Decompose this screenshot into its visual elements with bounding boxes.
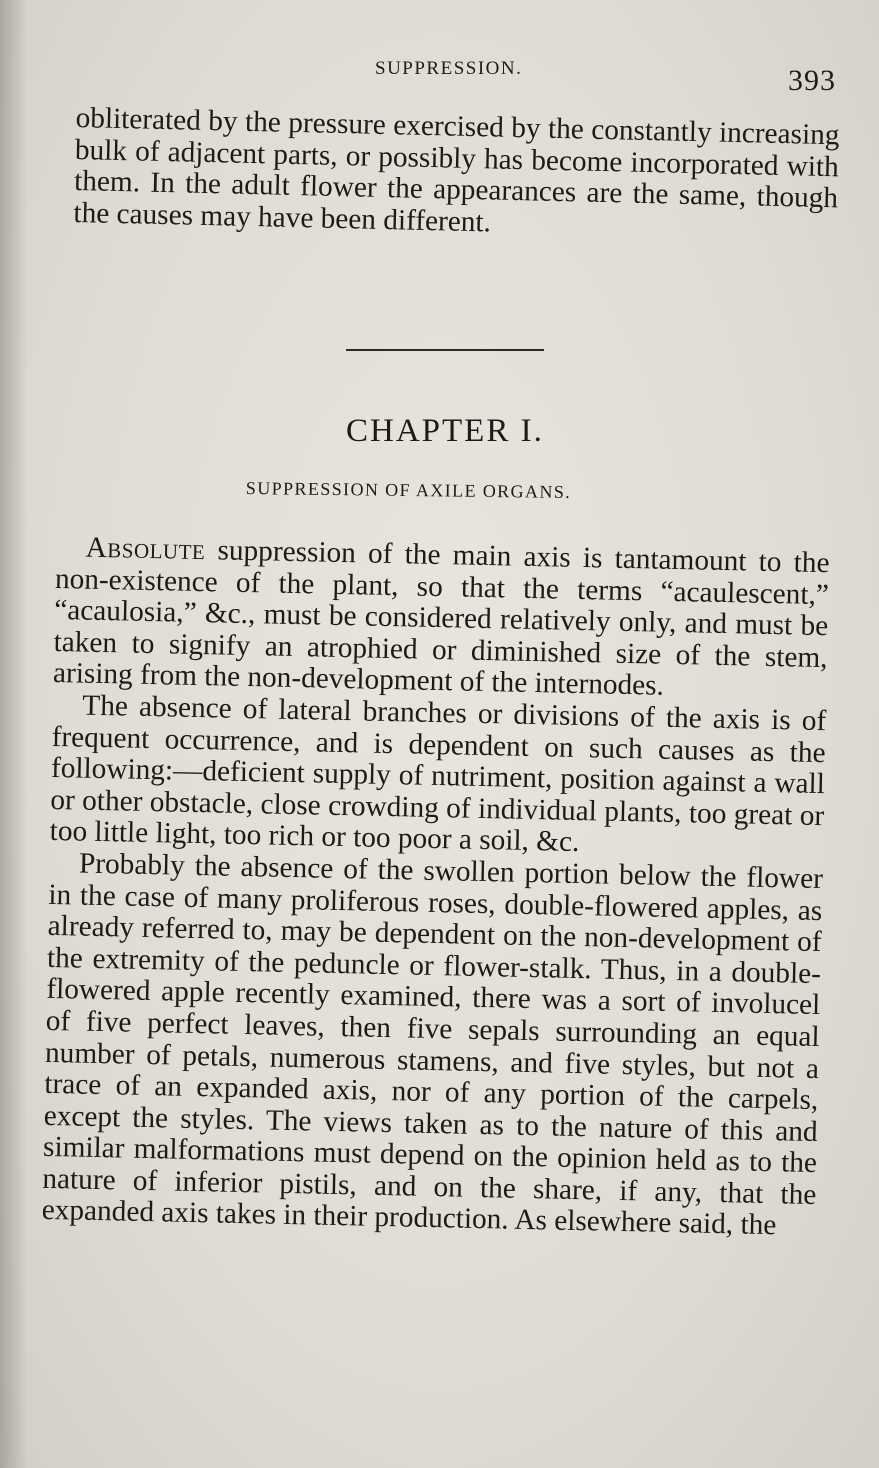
continued-paragraph: [73, 103, 840, 247]
chapter-body: [41, 532, 829, 1243]
paragraph: [53, 532, 830, 706]
paragraph-text: The absence of lateral branches or divisions of the axis is of frequent occurrence, and is dependent on such causes as the following:—deficient supply of nutriment, position against a wall or other obstacle, close crowding of individual plants, too great or too little light, too rich or too poor a soil, &c.: [49, 689, 827, 859]
section-divider: [346, 349, 544, 351]
paragraph-text: Probably the absence of the swollen portion below the flower in the case of many proliferous roses, double-flowered apples, as already referred to, may be dependent on the non-development of the extremity of the peduncle or flower-stalk. Thus, in a double-flowered apple recently examined, there was a sort of involucel of five perfect leaves, then five sepals surrounding an equal number of petals, numerous stamens, and five styles, but not a trace of an expanded axis, nor of any portion of the carpels, except the styles. The views taken as to the nature of this and similar malformations must depend on the opinion held as to the nature of inferior pistils, and on the share, if any, that the expanded axis takes in their production. As elsewhere said, the: [41, 847, 824, 1242]
chapter-subtitle: SUPPRESSION OF AXILE ORGANS.: [245, 478, 572, 502]
paragraph-text: obliterated by the pressure exercised by the constantly increasing bulk of adjacent parts, or possibly has become incorporated with them. In the adult flower the appearances are the same, though the causes may have been different.: [73, 102, 840, 239]
paragraph-text: suppression of the main axis is tantamount to the non-existence of the plant, so that the terms “acaulescent,” “acaulosia,” &c., must be considered relatively only, and must be taken to signify an atrophied or diminished size of the stem, arising from the non-development of the internodes.: [52, 534, 830, 703]
gutter-shadow: [0, 0, 28, 1468]
running-head: SUPPRESSION.: [375, 58, 523, 79]
chapter-title: CHAPTER I.: [346, 413, 544, 449]
page-number: 393: [788, 64, 836, 97]
paragraph-lead-word: Absolute: [85, 531, 206, 567]
paragraph: [49, 690, 826, 864]
paragraph: [41, 848, 823, 1243]
